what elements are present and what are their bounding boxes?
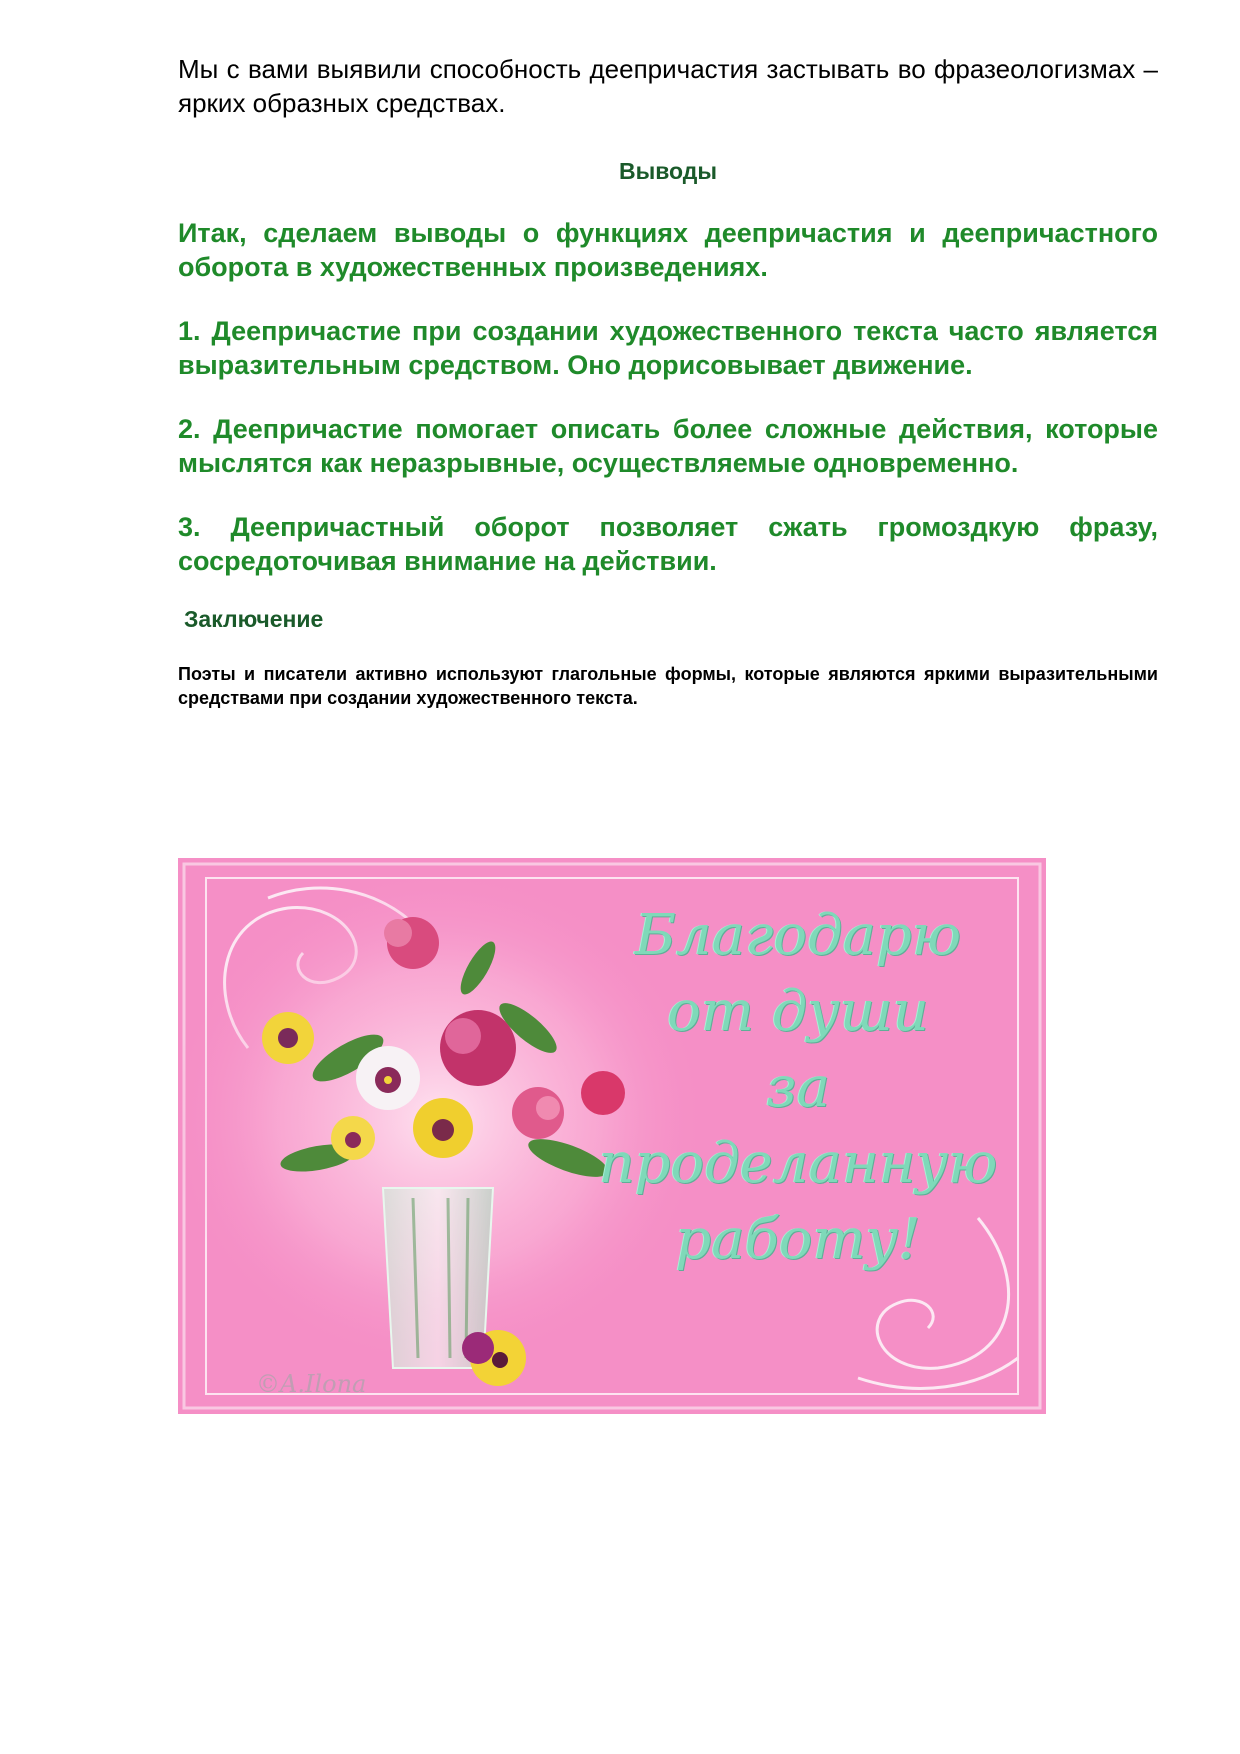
card-line-5: работу! [675, 1207, 921, 1272]
card-line-1: Благодарю [634, 903, 962, 968]
flower-white-pansy [356, 1046, 420, 1110]
conclusions-heading: Выводы [618, 158, 718, 184]
flower-yellow-small [331, 1116, 375, 1160]
card-watermark: ©A.Ilona [256, 1370, 367, 1398]
flower-yellow-pansy [413, 1098, 473, 1158]
intro-paragraph: Мы с вами выявили способность деепричастия застывать во фразеологизмах – ярких образных средствах. [178, 54, 1158, 118]
card-line-2: от души [667, 979, 929, 1044]
thank-you-card-image [178, 858, 1046, 1414]
conclusion-point-1: 1. Деепричастие при создании художественного текста часто является выразительным средством. Оно дорисовывает движение. [178, 316, 1158, 380]
card-line-4: проделанную [598, 1131, 998, 1196]
card-line-3: за [766, 1055, 830, 1120]
document-page [178, 52, 1158, 710]
summary-paragraph: Поэты и писатели активно используют глагольные формы, которые являются яркими выразительными средствами при создании художественного текста. [178, 664, 1158, 708]
flower-yellow-left [262, 1012, 314, 1064]
flower-pansy-bottom [462, 1330, 526, 1386]
flower-magenta-center [440, 1010, 516, 1086]
conclusion-point-3: 3. Деепричастный оборот позволяет сжать громоздкую фразу, сосредоточивая внимание на действии. [178, 512, 1158, 576]
summary-heading: Заключение [184, 606, 324, 632]
flower-pink-right [512, 1087, 564, 1139]
card-greeting [558, 898, 1038, 1278]
conclusion-point-2: 2. Деепричастие помогает описать более сложные действия, которые мыслятся как неразрывные, осуществляемые одновременно. [178, 414, 1158, 478]
conclusions-lead: Итак, сделаем выводы о функциях деепричастия и деепричастного оборота в художественных произведениях. [178, 218, 1158, 282]
